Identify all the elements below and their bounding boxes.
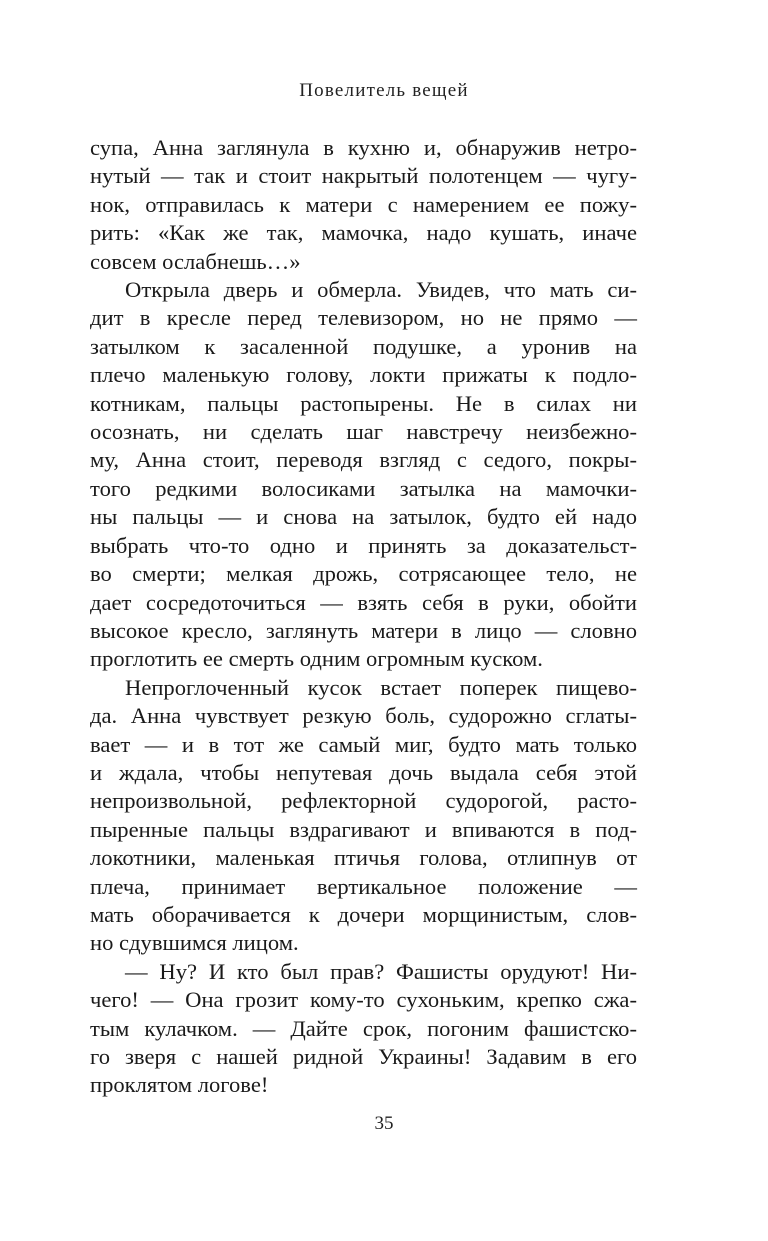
text-line: совсем ослабнешь…»: [90, 248, 301, 274]
text-line: супа, Анна заглянула в кухню и, обнаружив нетро-: [90, 135, 637, 160]
paragraph: [90, 134, 637, 276]
text-line: того редкими волосиками затылка на мамочки-: [90, 475, 637, 501]
text-line: осознать, ни сделать шаг навстречу неизбежно-: [90, 419, 637, 445]
text-line: Непроглоченный кусок встает поперек пищево-: [125, 674, 637, 700]
text-line: плечо маленькую голову, локти прижаты к подло-: [90, 362, 637, 388]
text-line: да. Анна чувствует резкую боль, судорожно сглаты-: [90, 703, 637, 729]
text-line: ны пальцы — и снова на затылок, будто ей надо: [90, 504, 637, 530]
text-line: вает — и в тот же самый миг, будто мать только: [90, 731, 637, 757]
paragraph: [90, 276, 637, 674]
text-line: проклятом логове!: [90, 1072, 269, 1098]
text-line: нутый — так и стоит накрытый полотенцем — чугу-: [90, 163, 637, 189]
text-line: высокое кресло, заглянуть матери в лицо — словно: [90, 617, 637, 643]
text-line: — Ну? И кто был прав? Фашисты орудуют! Ни-: [125, 958, 637, 984]
text-line: пыренные пальцы вздрагивают и впиваются в под-: [90, 816, 637, 842]
text-line: дает сосредоточиться — взять себя в руки, обойти: [90, 589, 637, 615]
body-text: [90, 134, 637, 1100]
text-line: выбрать что-то одно и принять за доказательст-: [90, 532, 637, 558]
text-line: и ждала, чтобы непутевая дочь выдала себя этой: [90, 759, 637, 785]
text-line: проглотить ее смерть одним огромным куском.: [90, 646, 543, 672]
text-line: рить: «Как же так, мамочка, надо кушать, иначе: [90, 220, 637, 246]
paragraph: [90, 958, 637, 1100]
text-line: мать оборачивается к дочери морщинистым, слов-: [90, 901, 637, 927]
text-line: чего! — Она грозит кому-то сухоньким, крепко сжа-: [90, 987, 637, 1013]
text-line: котникам, пальцы растопырены. Не в силах ни: [90, 390, 637, 416]
text-line: локотники, маленькая птичья голова, отлипнув от: [90, 845, 637, 871]
paragraph: [90, 674, 637, 958]
running-head: Повелитель вещей: [299, 80, 469, 101]
text-line: дит в кресле перед телевизором, но не прямо —: [90, 305, 637, 331]
text-line: во смерти; мелкая дрожь, сотрясающее тело, не: [90, 561, 637, 587]
text-line: затылком к засаленной подушке, а уронив на: [90, 333, 637, 359]
text-line: тым кулачком. — Дайте срок, погоним фашистско-: [90, 1015, 637, 1041]
text-line: нок, отправилась к матери с намерением ее пожу-: [90, 191, 637, 217]
text-line: Открыла дверь и обмерла. Увидев, что мать си-: [125, 277, 637, 303]
text-line: плеча, принимает вертикальное положение —: [90, 873, 637, 899]
text-line: го зверя с нашей ридной Украины! Задавим в его: [90, 1044, 637, 1069]
text-line: но сдувшимся лицом.: [90, 930, 299, 956]
text-line: непроизвольной, рефлекторной судорогой, расто-: [90, 788, 637, 814]
page-number: 35: [374, 1113, 394, 1134]
text-line: му, Анна стоит, переводя взгляд с седого, покры-: [90, 447, 637, 473]
